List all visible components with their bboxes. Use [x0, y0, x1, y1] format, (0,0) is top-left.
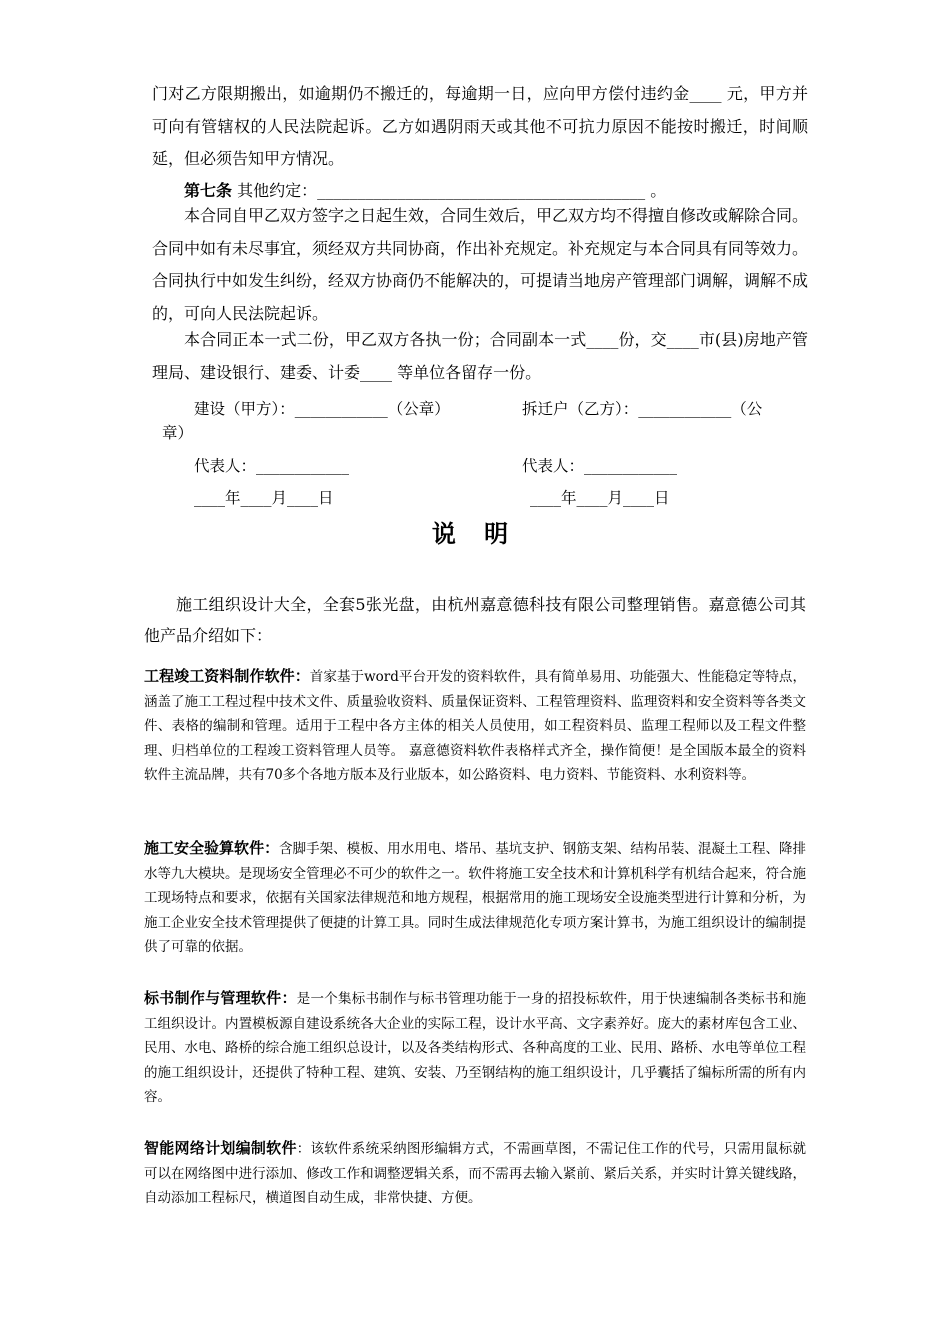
- product-body-4: ：该软件系统采纳图形编辑方式，不需画草图，不需记住工作的代号，只需用鼠标就可以在网络图中进行添加、修改工作和调整逻辑关系，而不需再去输入紧前、紧后关系，并实时计算关键线路，自动添加工程标尺，横道图自动生成，非常快捷、方便。: [144, 1141, 806, 1206]
- product-section-2: [144, 836, 806, 960]
- representative-b: 代表人：____________: [522, 457, 678, 475]
- product-body-2: 含脚手架、模板、用水用电、塔吊、基坑支护、钢筋支架、结构吊装、混凝土工程、降排水等九大模块。是现场安全管理必不可少的软件之一。软件将施工安全技术和计算机科学有机结合起来，符合施工现场特点和要求，依据有关国家法律规范和地方规程，根据常用的施工现场安全设施类型进行计算和分析，为施工企业安全技术管理提供了便捷的计算工具。同时生成法律规范化专项方案计算书，为施工组织设计的编制提供了可靠的依据。: [144, 841, 806, 955]
- product-heading-1: 工程竣工资料制作软件：: [144, 667, 310, 685]
- contract-paragraph-3: 本合同正本一式二份，甲乙双方各执一份；合同副本一式____份，交____市(县)房地产管理局、建设银行、建委、计委____ 等单位各留存一份。: [152, 330, 808, 382]
- contract-paragraph-1: 门对乙方限期搬出，如逾期仍不搬迁的，每逾期一日，应向甲方偿付违约金____ 元，甲方并可向有管辖权的人民法院起诉。乙方如遇阴雨天或其他不可抗力原因不能按时搬迁，时间顺延，但必须告知甲方情况。: [152, 84, 808, 168]
- product-heading-4: 智能网络计划编制软件: [144, 1139, 297, 1157]
- party-b-signature: 拆迁户（乙方）：____________（公: [522, 400, 763, 418]
- product-section-3: [144, 986, 806, 1110]
- article-7-label: 第七条: [184, 181, 233, 200]
- product-heading-3: 标书制作与管理软件：: [144, 989, 297, 1007]
- product-heading-2: 施工安全验算软件：: [144, 839, 280, 857]
- article-7-text: 其他约定：_________________________________________ 。: [232, 181, 667, 200]
- explanation-title: 说 明: [431, 519, 519, 548]
- date-a: ____年____月____日: [194, 489, 334, 507]
- product-section-4: [144, 1136, 806, 1211]
- contract-paragraph-2: 本合同自甲乙双方签字之日起生效，合同生效后，甲乙双方均不得擅自修改或解除合同。合同中如有未尽事宜，须经双方共同协商，作出补充规定。补充规定与本合同具有同等效力。合同执行中如发生纠纷，经双方协商仍不能解决的，可提请当地房产管理部门调解，调解不成的，可向人民法院起诉。: [152, 206, 809, 323]
- product-section-1: [144, 664, 806, 788]
- representative-a: 代表人：____________: [194, 457, 350, 475]
- date-b: ____年____月____日: [530, 489, 670, 507]
- product-body-1: 首家基于word平台开发的资料软件，具有简单易用、功能强大、性能稳定等特点，涵盖了施工工程过程中技术文件、质量验收资料、质量保证资料、工程管理资料、监理资料和安全资料等各类文件、表格的编制和管理。适用于工程中各方主体的相关人员使用，如工程资料员、监理工程师以及工程文件整理、归档单位的工程竣工资料管理人员等。 嘉意德资料软件表格样式齐全，操作简便！是全国版本最全的资料软件主流品牌，共有70多个各地方版本及行业版本，如公路资料、电力资料、节能资料、水利资料等。: [144, 669, 806, 783]
- explanation-intro: 施工组织设计大全，全套5张光盘，由杭州嘉意德科技有限公司整理销售。嘉意德公司其他产品介绍如下：: [144, 595, 806, 645]
- party-b-signature-cont: 章）: [162, 424, 194, 442]
- party-a-signature: 建设（甲方）：____________（公章）: [194, 400, 450, 418]
- product-body-3: 是一个集标书制作与标书管理功能于一身的招投标软件，用于快速编制各类标书和施工组织设计。内置模板源自建设系统各大企业的实际工程，设计水平高、文字素养好。庞大的素材库包含工业、民用、水电、路桥的综合施工组织总设计，以及各类结构形式、各种高度的工业、民用、路桥、水电等单位工程的施工组织设计，还提供了特种工程、建筑、安装、乃至钢结构的施工组织设计，几乎囊括了编标所需的所有内容。: [144, 991, 806, 1105]
